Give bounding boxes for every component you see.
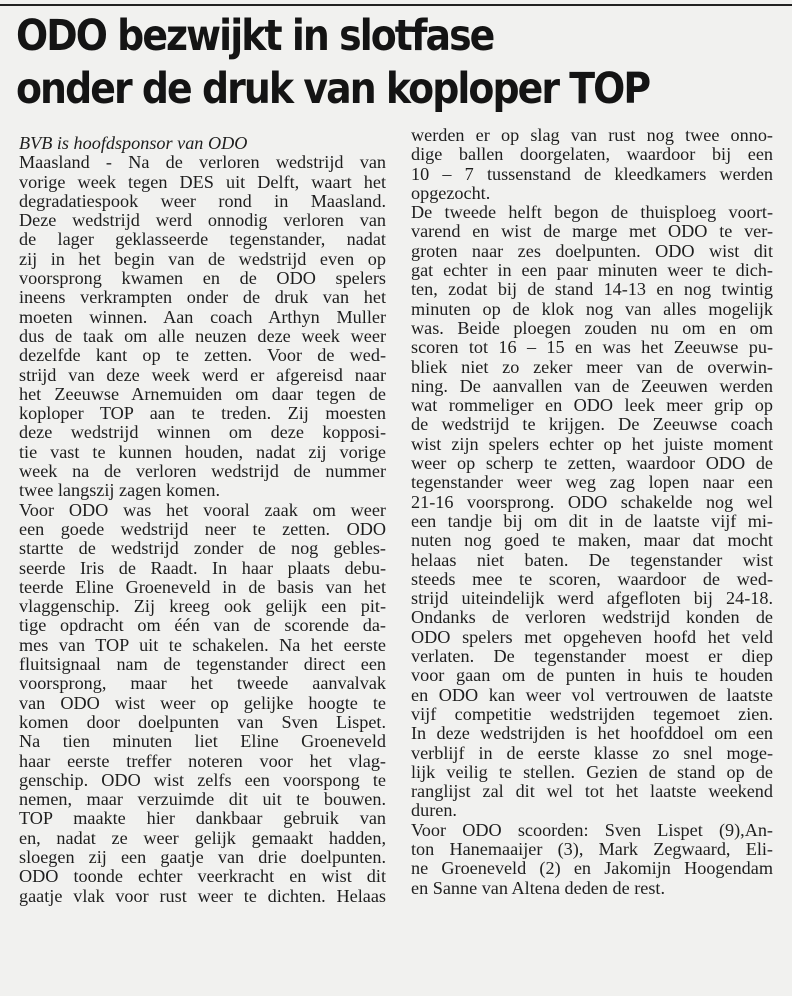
text-line: de lager geklasseerde tegenstander, nadat: [19, 229, 386, 250]
left-column-text: [19, 153, 386, 906]
text-line: ODO spelers met opgeheven hoofd het veld: [411, 626, 773, 647]
text-line: een tandje bij om dit in de laatste vijf mi-: [411, 510, 773, 531]
text-line: ten, zodat bij de stand 14-13 en nog twintig: [411, 279, 773, 300]
text-line: verlaten. De tegenstander moest er diep: [411, 646, 773, 667]
text-line: Ondanks de verloren wedstrijd konden de: [411, 607, 773, 628]
text-line: tige opdracht om één van de scorende da-: [19, 615, 386, 636]
text-line: en Sanne van Altena deden de rest.: [411, 877, 666, 898]
text-line: ODO toonde echter veerkracht en wist dit: [19, 866, 386, 887]
text-line: verblijf in de eerste klasse zo snel moge-: [411, 742, 773, 763]
text-line: zij in het begin van de wedstrijd even op: [19, 248, 386, 269]
text-line: vijf competitie wedstrijden tegemoet zien.: [411, 703, 773, 724]
text-line: gat echter in een paar minuten weer te dich-: [411, 260, 773, 281]
right-column-text: [411, 126, 773, 898]
text-line: ranglijst zal dit wel tot het laatste weekend: [411, 781, 773, 802]
text-line: een goede wedstrijd neer te zetten. ODO: [19, 518, 386, 539]
text-line: gaatje vlak voor rust weer te dichten. Helaas: [19, 885, 386, 906]
text-line: tie vast te kunnen houden, nadat zij vorige: [19, 441, 386, 462]
text-line: en ODO kan weer vol vertrouwen de laatste: [411, 684, 773, 705]
text-line: opgezocht.: [411, 182, 491, 203]
text-line: wist zijn spelers echter op het juiste moment: [411, 433, 773, 454]
text-line: Deze wedstrijd werd onnodig verloren van: [19, 210, 386, 231]
text-line: nemen, maar verzuimde dit uit te bouwen.: [19, 789, 386, 810]
text-line: groten naar zes doelpunten. ODO wist dit: [411, 240, 773, 261]
text-line: en, nadat ze weer gelijk gemaakt hadden,: [19, 827, 386, 848]
text-line: TOP maakte hier dankbaar gebruik van: [19, 808, 386, 829]
text-line: Maasland - Na de verloren wedstrijd van: [19, 152, 386, 173]
article-column-left: [19, 134, 386, 906]
text-line: fluitsignaal nam de tegenstander direct een: [19, 654, 386, 675]
text-line: varend en wist de marge met ODO te ver-: [411, 221, 773, 242]
text-line: koploper TOP aan te treden. Zij moesten: [19, 403, 386, 424]
text-line: tegenstander weer weg zag lopen naar een: [411, 472, 773, 493]
text-line: In deze wedstrijden is het hoofddoel om een: [411, 723, 773, 744]
text-line: steeds mee te scoren, waardoor de wed-: [411, 568, 773, 589]
text-line: week na de verloren wedstrijd de nummer: [19, 461, 386, 482]
text-line: helaas niet baten. De tegenstander wist: [411, 549, 773, 570]
text-line: vorige week tegen DES uit Delft, waart het: [19, 171, 386, 192]
text-line: weer op scherp te zetten, waardoor ODO de: [411, 453, 773, 474]
text-line: dige ballen doorgelaten, waardoor bij een: [411, 144, 773, 165]
text-line: seerde Iris de Raadt. In haar plaats debu-: [19, 557, 386, 578]
headline: [16, 10, 685, 116]
headline-line-2: onder de druk van koploper TOP: [16, 64, 650, 114]
text-line: Voor ODO was het vooral zaak om weer: [19, 499, 386, 520]
text-line: werden er op slag van rust nog twee onno-: [411, 125, 773, 145]
text-line: scoren tot 16 – 15 en was het Zeeuwse pu-: [411, 337, 773, 358]
text-line: degradatiespook weer rond in Maasland.: [19, 190, 386, 211]
headline-line-1: ODO bezwijkt in slotfase: [16, 11, 494, 61]
text-line: was. Beide ploegen zouden nu om en om: [411, 317, 773, 338]
text-line: deze wedstrijd winnen om deze kopposi-: [19, 422, 386, 443]
text-line: haar eerste treffer noteren voor het vlag-: [19, 750, 386, 771]
subhead: BVB is hoofdsponsor van ODO: [19, 133, 248, 153]
text-line: van ODO wist weer op gelijke hoogte te: [19, 692, 386, 713]
text-line: Voor ODO scoorden: Sven Lispet (9),An-: [411, 819, 773, 840]
text-line: lijk veilig te stellen. Gezien de stand op de: [411, 761, 773, 782]
text-line: mes van TOP uit te schakelen. Na het eerste: [19, 634, 386, 655]
text-line: twee langszij zagen komen.: [19, 480, 220, 501]
text-line: vlaggenschip. Zij kreeg ook gelijk een pit-: [19, 596, 386, 617]
text-line: Na tien minuten liet Eline Groeneveld: [19, 731, 386, 752]
text-line: 10 – 7 tussenstand de kleedkamers werden: [411, 163, 773, 184]
text-line: de wedstrijd te krijgen. De Zeeuwse coach: [411, 414, 773, 435]
text-line: sloegen zij een gaatje van drie doelpunten.: [19, 846, 386, 867]
text-line: ne Groeneveld (2) en Jakomijn Hoogendam: [411, 858, 773, 879]
text-line: voor gaan om de punten in huis te houden: [411, 665, 773, 686]
text-line: teerde Eline Groeneveld in de basis van het: [19, 576, 386, 597]
text-line: duren.: [411, 800, 457, 821]
top-rule: [0, 4, 792, 6]
article-column-right: [411, 126, 773, 898]
text-line: minuten op de klok nog van alles mogelijk: [411, 298, 773, 319]
text-line: bliek niet zo zeker meer van de overwin-: [411, 356, 773, 377]
text-line: De tweede helft begon de thuisploeg voort-: [411, 202, 773, 223]
text-line: komen door doelpunten van Sven Lispet.: [19, 711, 386, 732]
text-line: 21-16 voorsprong. ODO schakelde nog wel: [411, 491, 773, 512]
text-line: dus de taak om alle neuzen deze week weer: [19, 325, 386, 346]
text-line: ton Hanemaaijer (3), Mark Zegwaard, Eli-: [411, 838, 773, 859]
text-line: genschip. ODO wist zelfs een voorspong te: [19, 769, 386, 790]
text-line: voorsprong, maar het tweede aanvalvak: [19, 673, 386, 694]
text-line: ineens verkrampten onder de druk van het: [19, 287, 386, 308]
text-line: ning. De aanvallen van de Zeeuwen werden: [411, 375, 773, 396]
text-line: nuten nog goed te maken, maar dat mocht: [411, 530, 773, 551]
text-line: startte de wedstrijd zonder de nog gebles-: [19, 538, 386, 559]
text-line: dezelfde kant op te zetten. Voor de wed-: [19, 345, 386, 366]
text-line: strijd uiteindelijk werd afgefloten bij 24-18.: [411, 588, 773, 609]
text-line: wat rommeliger en ODO leek meer grip op: [411, 395, 773, 416]
text-line: strijd van deze week werd er afgereisd naar: [19, 364, 386, 385]
text-line: het Zeeuwse Arnemuiden om daar tegen de: [19, 383, 386, 404]
text-line: voorsprong kwamen en de ODO spelers: [19, 268, 386, 289]
text-line: moeten winnen. Aan coach Arthyn Muller: [19, 306, 386, 327]
